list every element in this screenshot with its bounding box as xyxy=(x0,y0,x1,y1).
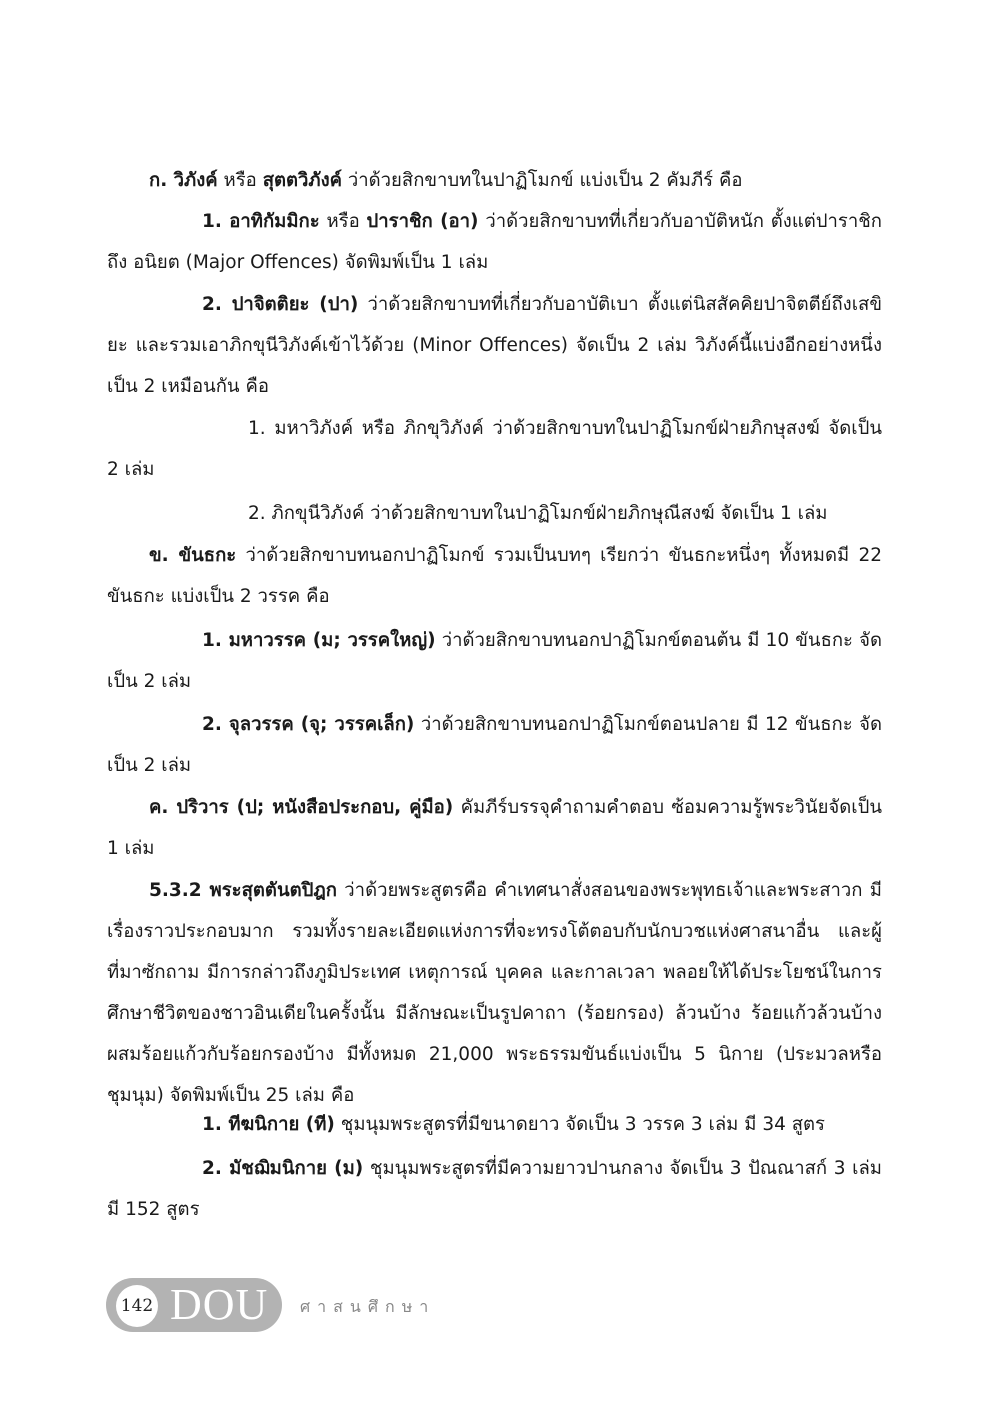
paragraph-suttantapitaka: 5.3.2 พระสุตตันตปิฎก ว่าด้วยพระสูตรคือ คำเทศนาสั่งสอนของพระพุทธเจ้าและพระสาวก มีเรื่องราวประกอบมาก รวมทั้งรายละเอียดแห่งการที่จะทรงโต้ตอบกับนักบวชแห่งศาสนาอื่น และผู้ที่มาซักถาม มีการกล่าวถึงภูมิประเทศ เหตุการณ์ บุคคล และกาลเวลา พลอยให้ได้ประโยชน์ในการศึกษาชีวิตของชาวอินเดียในครั้งนั้น มีลักษณะเป็นรูปคาถา (ร้อยกรอง) ล้วนบ้าง ร้อยแก้วล้วนบ้าง ผสมร้อยแก้วกับร้อยกรองบ้าง มีทั้งหมด 21,000 พระธรรมขันธ์แบ่งเป็น 5 นิกาย (ประมวลหรือชุมนุม) จัดพิมพ์เป็น 25 เล่ม คือ xyxy=(107,880,882,1106)
paragraph-dighanikaya: 1. ทีฆนิกาย (ที) ชุมนุมพระสูตรที่มีขนาดยาว จัดเป็น 3 วรรค 3 เล่ม มี 34 สูตร xyxy=(202,1114,825,1135)
heading-khandhaka: ข. ขันธกะ xyxy=(149,545,237,566)
heading-mahavagga: 1. มหาวรรค (ม; วรรคใหญ่) xyxy=(202,630,436,651)
paragraph-vibhanga: ก. วิภังค์ หรือ สุตตวิภังค์ ว่าด้วยสิกขาบทในปาฏิโมกข์ แบ่งเป็น 2 คัมภีร์ คือ xyxy=(149,170,743,191)
paragraph-majjhimanikaya: 2. มัชฌิมนิกาย (ม) ชุมนุมพระสูตรที่มีความยาวปานกลาง จัดเป็น 3 ปัณณาสก์ 3 เล่ม มี 152 สูตร xyxy=(107,1158,882,1220)
heading-parivara: ค. ปริวาร (ป; หนังสือประกอบ, คู่มือ) xyxy=(149,797,454,818)
heading-suttantapitaka: 5.3.2 พระสุตตันตปิฎก xyxy=(149,880,337,901)
dou-logo: DOU xyxy=(170,1280,269,1329)
paragraph-pacittiya: 2. ปาจิตติยะ (ปา) ว่าด้วยสิกขาบทที่เกี่ยวกับอาบัติเบา ตั้งแต่นิสสัคคิยปาจิตตีย์ถึงเสขิยะ และรวมเอาภิกขุนีวิภังค์เข้าไว้ด้วย (Minor Offences) จัดเป็น 2 เล่ม วิภังค์นี้แบ่งอีกอย่างหนึ่งเป็น 2 เหมือนกัน คือ xyxy=(107,294,882,397)
page-number: 142 xyxy=(116,1285,158,1327)
heading-vibhanga: ก. วิภังค์ xyxy=(149,170,218,191)
paragraph-mahavagga: 1. มหาวรรค (ม; วรรคใหญ่) ว่าด้วยสิกขาบทนอกปาฏิโมกข์ตอนต้น มี 10 ขันธกะ จัดเป็น 2 เล่ม xyxy=(107,630,882,692)
paragraph-culavagga: 2. จุลวรรค (จุ; วรรคเล็ก) ว่าด้วยสิกขาบทนอกปาฏิโมกข์ตอนปลาย มี 12 ขันธกะ จัดเป็น 2 เล่ม xyxy=(107,714,882,776)
heading-culavagga: 2. จุลวรรค (จุ; วรรคเล็ก) xyxy=(202,714,415,735)
paragraph-khandhaka: ข. ขันธกะ ว่าด้วยสิกขาบทนอกปาฏิโมกข์ รวมเป็นบทๆ เรียกว่า ขันธกะหนึ่งๆ ทั้งหมดมี 22 ขันธกะ แบ่งเป็น 2 วรรค คือ xyxy=(107,545,883,607)
heading-adikammika: 1. อาทิกัมมิกะ xyxy=(202,211,320,232)
paragraph-parivara: ค. ปริวาร (ป; หนังสือประกอบ, คู่มือ) คัมภีร์บรรจุคำถามคำตอบ ซ้อมความรู้พระวินัยจัดเป็น 1 เล่ม xyxy=(107,797,882,859)
paragraph-bhikkhunivibhanga: 2. ภิกขุนีวิภังค์ ว่าด้วยสิกขาบทในปาฏิโมกข์ฝ่ายภิกษุณีสงฆ์ จัดเป็น 1 เล่ม xyxy=(248,503,828,524)
book-title: ศาสนศึกษา xyxy=(300,1297,436,1316)
paragraph-mahavibhanga: 1. มหาวิภังค์ หรือ ภิกขุวิภังค์ ว่าด้วยสิกขาบทในปาฏิโมกข์ฝ่ายภิกษุสงฆ์ จัดเป็น 2 เล่ม xyxy=(107,418,882,480)
heading-dighanikaya: 1. ทีฆนิกาย (ที) xyxy=(202,1114,335,1135)
heading-majjhimanikaya: 2. มัชฌิมนิกาย (ม) xyxy=(202,1158,364,1179)
heading-pacittiya: 2. ปาจิตติยะ (ปา) xyxy=(202,294,359,315)
paragraph-adikammika: 1. อาทิกัมมิกะ หรือ ปาราชิก (อา) ว่าด้วยสิกขาบทที่เกี่ยวกับอาบัติหนัก ตั้งแต่ปาราชิกถึง อนิยต (Major Offences) จัดพิมพ์เป็น 1 เล่ม xyxy=(107,211,882,273)
